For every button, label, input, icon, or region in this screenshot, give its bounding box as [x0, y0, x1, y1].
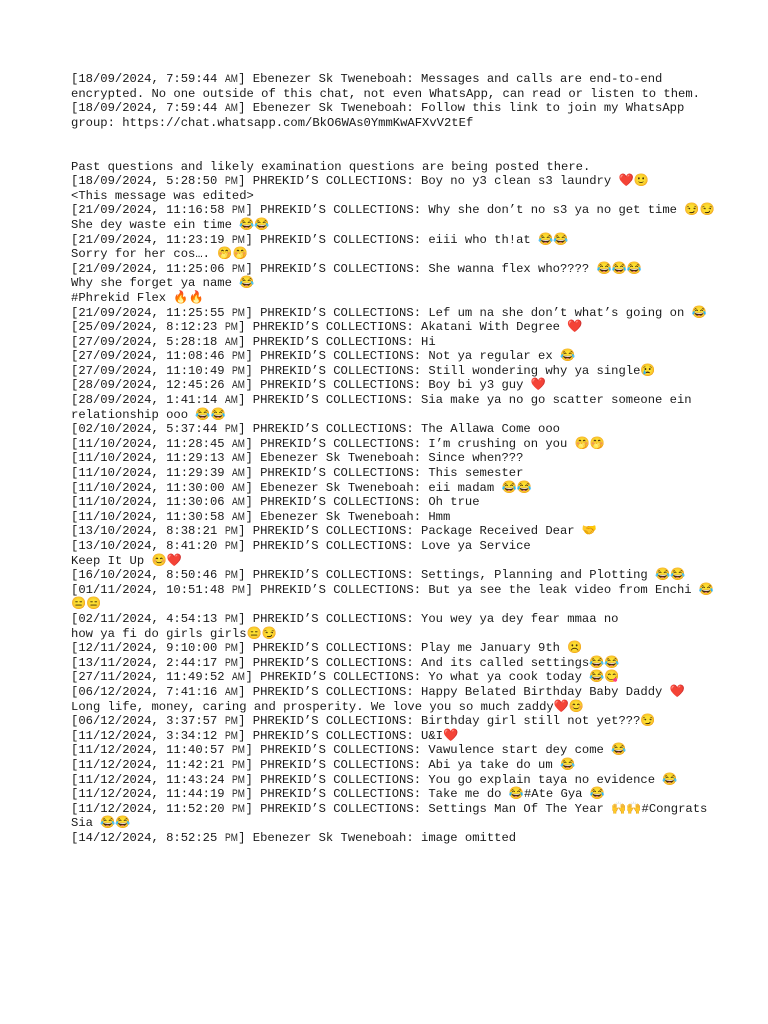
message-meridiem: PM — [231, 802, 245, 815]
message-text-line: You go explain taya no evidence 😂 — [428, 772, 678, 787]
message-meridiem: PM — [231, 583, 245, 596]
message-text-line: She dey waste ein time 😂😂 — [71, 217, 270, 232]
message-text-line: Happy Belated Birthday Baby Daddy ❤️ — [421, 684, 685, 699]
message-time: 11:52:20 — [166, 801, 225, 816]
message-timestamp: [21/09/2024, 11:16:58 PM] — [71, 203, 261, 218]
message-text-line: image omitted — [421, 830, 517, 845]
message-timestamp: [13/11/2024, 2:44:17 PM] — [71, 655, 253, 670]
message-time: 7:41:16 — [166, 684, 218, 699]
message-sender: PHREKID’S COLLECTIONS — [260, 772, 414, 787]
message-date: 16/10/2024 — [78, 568, 152, 583]
message-meridiem: PM — [231, 262, 245, 275]
chat-message: [11/10/2024, 11:29:13 AM] Ebenezer Sk Tweneboah: Since when??? — [71, 451, 524, 466]
message-text-line: But ya see the leak video from Enchi 😂😑😑 — [71, 582, 715, 612]
message-timestamp: [02/11/2024, 4:54:13 PM] — [71, 611, 253, 626]
message-time: 11:49:52 — [166, 670, 225, 685]
message-date: 11/10/2024 — [78, 495, 152, 510]
message-time: 9:10:00 — [166, 641, 218, 656]
message-time: 11:08:46 — [166, 349, 225, 364]
message-sender: Ebenezer Sk Tweneboah — [252, 72, 407, 86]
message-date: 11/12/2024 — [78, 772, 152, 787]
message-timestamp: [11/10/2024, 11:30:58 AM] — [71, 509, 261, 524]
message-timestamp: [01/11/2024, 10:51:48 PM] — [71, 582, 261, 597]
chat-message: [11/10/2024, 11:29:39 AM] PHREKID’S COLLECTIONS: This semester — [71, 466, 524, 481]
message-time: 8:38:21 — [166, 524, 218, 539]
message-timestamp: [14/12/2024, 8:52:25 PM] — [71, 830, 253, 845]
message-date: 25/09/2024 — [78, 320, 152, 335]
message-text-line: Boy bi y3 guy ❤️ — [428, 378, 546, 393]
message-text-line: Sorry for her cos…. 🤭🤭 — [71, 247, 248, 262]
message-time: 11:25:55 — [166, 305, 225, 320]
message-text-line: how ya fi do girls girls😑😏 — [71, 626, 277, 641]
message-date: 13/10/2024 — [78, 524, 152, 539]
message-date: 18/09/2024 — [78, 101, 152, 116]
chat-message: [28/09/2024, 12:45:26 AM] PHREKID’S COLLECTIONS: Boy bi y3 guy ❤️ — [71, 378, 546, 393]
message-meridiem: PM — [224, 175, 238, 188]
message-sender: PHREKID’S COLLECTIONS — [260, 801, 414, 816]
message-text-line: Messages and calls are end-to-end encrypted. No one outside of this chat, not even WhatsApp, can read or listen to them. — [71, 72, 700, 101]
message-date: 12/11/2024 — [78, 641, 152, 656]
message-timestamp: [06/12/2024, 7:41:16 AM] — [71, 684, 253, 699]
message-sender: PHREKID’S COLLECTIONS — [252, 684, 407, 699]
message-sender: PHREKID’S COLLECTIONS — [260, 261, 414, 276]
message-date: 27/11/2024 — [78, 670, 152, 685]
message-sender: PHREKID’S COLLECTIONS — [252, 728, 407, 743]
message-text-line: U&I❤️ — [421, 728, 459, 743]
message-sender: PHREKID’S COLLECTIONS — [260, 757, 414, 772]
message-sender: PHREKID’S COLLECTIONS — [260, 305, 414, 320]
message-time: 7:59:44 — [166, 72, 218, 86]
message-text-line: Vawulence start dey come 😂 — [428, 743, 627, 758]
message-date: 27/09/2024 — [78, 334, 152, 349]
message-time: 11:40:57 — [166, 743, 225, 758]
chat-message: [11/10/2024, 11:30:58 AM] Ebenezer Sk Tweneboah: Hmm — [71, 509, 451, 524]
message-timestamp: [06/12/2024, 3:37:57 PM] — [71, 714, 253, 729]
message-text-line: Keep It Up 😊❤️ — [71, 553, 182, 568]
message-meridiem: AM — [231, 481, 245, 494]
message-date: 11/10/2024 — [78, 480, 152, 495]
message-timestamp: [12/11/2024, 9:10:00 PM] — [71, 641, 253, 656]
message-timestamp: [18/09/2024, 5:28:50 PM] — [71, 174, 253, 189]
message-meridiem: PM — [224, 729, 238, 742]
message-text-line: And its called settings😂😂 — [421, 655, 620, 670]
chat-message: [27/11/2024, 11:49:52 AM] PHREKID’S COLLECTIONS: Yo what ya cook today 😂😋 — [71, 670, 620, 685]
chat-message: [02/11/2024, 4:54:13 PM] PHREKID’S COLLECTIONS: You wey ya dey fear mmaa no how ya fi do girls girls😑😏 — [71, 611, 619, 641]
chat-message: [06/12/2024, 3:37:57 PM] PHREKID’S COLLECTIONS: Birthday girl still not yet???😏 — [71, 714, 656, 729]
message-sender: Ebenezer Sk Tweneboah — [260, 509, 414, 524]
chat-message: [27/09/2024, 11:10:49 PM] PHREKID’S COLLECTIONS: Still wondering why ya single😢 — [71, 363, 656, 378]
chat-message: [02/10/2024, 5:37:44 PM] PHREKID’S COLLECTIONS: The Allawa Come ooo — [71, 422, 560, 437]
message-time: 8:41:20 — [166, 539, 218, 553]
message-timestamp: [21/09/2024, 11:25:06 PM] — [71, 261, 261, 276]
message-sender: PHREKID’S COLLECTIONS — [260, 582, 414, 597]
message-timestamp: [27/11/2024, 11:49:52 AM] — [71, 670, 261, 685]
message-text-line: eiii who th!at 😂😂 — [428, 232, 569, 247]
message-timestamp: [27/09/2024, 11:10:49 PM] — [71, 363, 261, 378]
chat-message: [28/09/2024, 1:41:14 AM] PHREKID’S COLLECTIONS: Sia make ya no go scatter someone ein relationship ooo 😂😂 — [71, 393, 699, 422]
message-time: 1:41:14 — [166, 393, 218, 408]
message-sender: PHREKID’S COLLECTIONS — [260, 466, 414, 481]
message-timestamp: [21/09/2024, 11:23:19 PM] — [71, 232, 261, 247]
message-text-line: Boy no y3 clean s3 laundry ❤️🙂 — [421, 174, 649, 189]
message-timestamp: [02/10/2024, 5:37:44 PM] — [71, 422, 253, 437]
message-text-line: Why she don’t no s3 ya no get time 😏😏 — [428, 203, 715, 218]
message-timestamp: [11/10/2024, 11:29:39 AM] — [71, 466, 261, 481]
message-sender: PHREKID’S COLLECTIONS — [252, 714, 407, 729]
chat-message: [18/09/2024, 7:59:44 AM] Ebenezer Sk Tweneboah: Follow this link to join my WhatsApp group: https://chat.whatsapp.com/BkO6WAs0YmmKwAFXvV2tEf Past questions and likely examination questions are being posted there. — [71, 101, 692, 174]
message-text-line: Birthday girl still not yet???😏 — [421, 714, 656, 729]
message-text-line: I’m crushing on you 🤭🤭 — [428, 436, 605, 451]
message-date: 18/09/2024 — [78, 174, 152, 189]
message-timestamp: [13/10/2024, 8:38:21 PM] — [71, 524, 253, 539]
message-date: 11/10/2024 — [78, 451, 152, 466]
message-timestamp: [11/12/2024, 11:42:21 PM] — [71, 757, 261, 772]
message-date: 11/10/2024 — [78, 509, 152, 524]
message-meridiem: AM — [224, 335, 238, 348]
message-timestamp: [18/09/2024, 7:59:44 AM] — [71, 72, 253, 86]
chat-message: [25/09/2024, 8:12:23 PM] PHREKID’S COLLECTIONS: Akatani With Degree ❤️ — [71, 320, 583, 335]
message-sender: PHREKID’S COLLECTIONS — [260, 203, 414, 218]
message-date: 11/12/2024 — [78, 787, 152, 802]
message-sender: PHREKID’S COLLECTIONS — [260, 378, 414, 393]
message-date: 13/10/2024 — [78, 539, 152, 553]
message-timestamp: [11/12/2024, 11:44:19 PM] — [71, 787, 261, 802]
message-timestamp: [16/10/2024, 8:50:46 PM] — [71, 568, 253, 583]
message-text-line: Sia make ya no go scatter someone ein relationship ooo 😂😂 — [71, 393, 699, 422]
message-text-line: Since when??? — [428, 451, 524, 466]
message-timestamp: [11/12/2024, 11:43:24 PM] — [71, 772, 261, 787]
message-time: 11:29:39 — [166, 466, 225, 481]
message-meridiem: PM — [224, 321, 238, 334]
message-time: 5:28:50 — [166, 174, 218, 189]
message-meridiem: AM — [224, 73, 238, 85]
message-timestamp: [11/12/2024, 11:52:20 PM] — [71, 801, 261, 816]
message-timestamp: [27/09/2024, 11:08:46 PM] — [71, 349, 261, 364]
message-text-line: Akatani With Degree ❤️ — [421, 320, 583, 335]
message-date: 11/12/2024 — [78, 728, 152, 743]
message-date: 21/09/2024 — [78, 305, 152, 320]
message-text-line: <This message was edited> — [71, 188, 254, 203]
message-sender: PHREKID’S COLLECTIONS — [252, 422, 407, 437]
message-date: 21/09/2024 — [78, 261, 152, 276]
chat-export-document — [71, 72, 721, 845]
message-date: 11/10/2024 — [78, 466, 152, 481]
chat-message: [11/10/2024, 11:30:06 AM] PHREKID’S COLLECTIONS: Oh true — [71, 495, 480, 510]
message-sender: PHREKID’S COLLECTIONS — [252, 334, 407, 349]
message-timestamp: [28/09/2024, 12:45:26 AM] — [71, 378, 261, 393]
message-meridiem: PM — [231, 788, 245, 801]
message-meridiem: PM — [224, 656, 238, 669]
chat-message: [21/09/2024, 11:23:19 PM] PHREKID’S COLLECTIONS: eiii who th!at 😂😂 Sorry for her cos…. 🤭🤭 — [71, 232, 569, 262]
message-time: 8:50:46 — [166, 568, 218, 583]
chat-message: [18/09/2024, 5:28:50 PM] PHREKID’S COLLECTIONS: Boy no y3 clean s3 laundry ❤️🙂 <This message was edited> — [71, 174, 649, 203]
message-sender: PHREKID’S COLLECTIONS — [260, 787, 414, 802]
message-meridiem: PM — [224, 642, 238, 655]
chat-message: [13/11/2024, 2:44:17 PM] PHREKID’S COLLECTIONS: And its called settings😂😂 — [71, 655, 620, 670]
message-meridiem: AM — [231, 379, 245, 392]
message-date: 21/09/2024 — [78, 232, 152, 247]
message-time: 4:54:13 — [166, 611, 218, 626]
message-time: 11:10:49 — [166, 363, 225, 378]
message-meridiem: AM — [231, 437, 245, 450]
message-date: 27/09/2024 — [78, 363, 152, 378]
message-timestamp: [21/09/2024, 11:25:55 PM] — [71, 305, 261, 320]
message-sender: PHREKID’S COLLECTIONS — [260, 495, 414, 510]
message-date: 02/11/2024 — [78, 611, 152, 626]
message-time: 2:44:17 — [166, 655, 218, 670]
message-time: 11:43:24 — [166, 772, 225, 787]
message-time: 11:44:19 — [166, 787, 225, 802]
message-time: 11:30:58 — [166, 509, 225, 524]
message-time: 12:45:26 — [166, 378, 225, 393]
message-meridiem: AM — [224, 685, 238, 698]
message-date: 28/09/2024 — [78, 378, 152, 393]
message-date: 13/11/2024 — [78, 655, 152, 670]
message-sender: PHREKID’S COLLECTIONS — [252, 320, 407, 335]
message-text-line: Settings Man Of The Year 🙌🙌#Congrats Sia 😂😂 — [71, 801, 715, 831]
chat-message: [11/12/2024, 11:52:20 PM] PHREKID’S COLLECTIONS: Settings Man Of The Year 🙌🙌#Congrats Sia 😂😂 — [71, 801, 715, 831]
message-text-line: Hi — [421, 334, 436, 349]
message-timestamp: [11/12/2024, 3:34:12 PM] — [71, 728, 253, 743]
message-text-line: Why she forget ya name 😂 — [71, 276, 255, 291]
message-time: 3:37:57 — [166, 714, 218, 729]
message-text-line: Yo what ya cook today 😂😋 — [428, 670, 620, 685]
message-time: 10:51:48 — [166, 582, 225, 597]
message-text-line: Play me January 9th ☹️ — [421, 641, 583, 656]
message-meridiem: PM — [224, 423, 238, 436]
message-time: 5:28:18 — [166, 334, 218, 349]
message-text-line: Still wondering why ya single😢 — [428, 363, 656, 378]
message-text-line: Oh true — [428, 495, 480, 510]
chat-message: [12/11/2024, 9:10:00 PM] PHREKID’S COLLECTIONS: Play me January 9th ☹️ — [71, 641, 583, 656]
message-time: 7:59:44 — [166, 101, 218, 116]
message-timestamp: [13/10/2024, 8:41:20 PM] — [71, 539, 253, 553]
message-text-line: #Phrekid Flex 🔥🔥 — [71, 290, 204, 305]
message-text-line: Package Received Dear 🤝 — [421, 524, 598, 539]
message-text-line: eii madam 😂😂 — [428, 480, 532, 495]
message-timestamp: [18/09/2024, 7:59:44 AM] — [71, 101, 253, 116]
message-date: 18/09/2024 — [78, 72, 152, 86]
chat-message: [21/09/2024, 11:25:06 PM] PHREKID’S COLLECTIONS: She wanna flex who???? 😂😂😂 Why she forget ya name 😂 #Phrekid Flex 🔥🔥 — [71, 261, 643, 305]
message-time: 11:29:13 — [166, 451, 225, 466]
message-timestamp: [11/10/2024, 11:30:06 AM] — [71, 495, 261, 510]
message-sender: PHREKID’S COLLECTIONS — [252, 539, 407, 553]
message-time: 11:28:45 — [166, 436, 225, 451]
message-date: 11/12/2024 — [78, 757, 152, 772]
message-sender: PHREKID’S COLLECTIONS — [252, 524, 407, 539]
message-meridiem: AM — [231, 510, 245, 523]
chat-message: [21/09/2024, 11:25:55 PM] PHREKID’S COLLECTIONS: Lef um na she don’t what’s going on 😂 — [71, 305, 707, 320]
chat-message: [11/12/2024, 11:40:57 PM] PHREKID’S COLLECTIONS: Vawulence start dey come 😂 — [71, 743, 627, 758]
message-date: 11/12/2024 — [78, 801, 152, 816]
message-meridiem: PM — [224, 612, 238, 625]
message-meridiem: AM — [224, 394, 238, 407]
chat-message: [11/10/2024, 11:30:00 AM] Ebenezer Sk Tweneboah: eii madam 😂😂 — [71, 480, 532, 495]
message-time: 8:12:23 — [166, 320, 218, 335]
message-meridiem: PM — [231, 204, 245, 217]
chat-message: [01/11/2024, 10:51:48 PM] PHREKID’S COLLECTIONS: But ya see the leak video from Enchi 😂😑😑 — [71, 582, 715, 612]
message-timestamp: [25/09/2024, 8:12:23 PM] — [71, 320, 253, 335]
message-time: 11:25:06 — [166, 261, 225, 276]
message-text-line: Lef um na she don’t what’s going on 😂 — [428, 305, 707, 320]
message-date: 14/12/2024 — [78, 830, 152, 845]
message-sender: PHREKID’S COLLECTIONS — [260, 670, 414, 685]
message-timestamp: [11/10/2024, 11:30:00 AM] — [71, 480, 261, 495]
message-timestamp: [11/10/2024, 11:28:45 AM] — [71, 436, 261, 451]
message-meridiem: PM — [231, 758, 245, 771]
message-text-line: She wanna flex who???? 😂😂😂 — [428, 261, 643, 276]
chat-message: [11/10/2024, 11:28:45 AM] PHREKID’S COLLECTIONS: I’m crushing on you 🤭🤭 — [71, 436, 605, 451]
message-text-line: Follow this link to join my WhatsApp group: https://chat.whatsapp.com/BkO6WAs0YmmKwAFXvV2tEf — [71, 101, 692, 130]
message-text-line: Abi ya take do um 😂 — [428, 757, 576, 772]
message-meridiem: AM — [231, 452, 245, 465]
chat-message: [27/09/2024, 5:28:18 AM] PHREKID’S COLLECTIONS: Hi — [71, 334, 436, 349]
message-timestamp: [11/10/2024, 11:29:13 AM] — [71, 451, 261, 466]
message-sender: PHREKID’S COLLECTIONS — [252, 393, 407, 408]
chat-message: [11/12/2024, 3:34:12 PM] PHREKID’S COLLECTIONS: U&I❤️ — [71, 728, 459, 743]
message-date: 27/09/2024 — [78, 349, 152, 364]
chat-message: [14/12/2024, 8:52:25 PM] Ebenezer Sk Tweneboah: image omitted — [71, 830, 517, 845]
message-timestamp: [11/12/2024, 11:40:57 PM] — [71, 743, 261, 758]
message-text-line: Long life, money, caring and prosperity. We love you so much zaddy❤️😊 — [71, 699, 585, 714]
message-sender: PHREKID’S COLLECTIONS — [260, 349, 414, 364]
message-date: 06/12/2024 — [78, 684, 152, 699]
message-text-line: Hmm — [428, 509, 451, 524]
message-sender: Ebenezer Sk Tweneboah — [260, 480, 414, 495]
message-time: 11:30:00 — [166, 480, 225, 495]
chat-message: [13/10/2024, 8:38:21 PM] PHREKID’S COLLECTIONS: Package Received Dear 🤝 — [71, 524, 598, 539]
message-time: 11:30:06 — [166, 495, 225, 510]
message-date: 11/10/2024 — [78, 436, 152, 451]
message-timestamp: [27/09/2024, 5:28:18 AM] — [71, 334, 253, 349]
chat-message: [11/12/2024, 11:44:19 PM] PHREKID’S COLLECTIONS: Take me do 😂#Ate Gya 😂 — [71, 787, 605, 802]
message-meridiem: PM — [224, 715, 238, 728]
message-date: 02/10/2024 — [78, 422, 152, 437]
message-sender: Ebenezer Sk Tweneboah — [252, 101, 407, 116]
message-time: 5:37:44 — [166, 422, 218, 437]
message-meridiem: PM — [231, 744, 245, 757]
message-text-line: Love ya Service — [421, 539, 531, 553]
chat-message: [11/12/2024, 11:42:21 PM] PHREKID’S COLLECTIONS: Abi ya take do um 😂 — [71, 757, 576, 772]
chat-message: [13/10/2024, 8:41:20 PM] PHREKID’S COLLECTIONS: Love ya Service Keep It Up 😊❤️ — [71, 539, 531, 568]
message-sender: Ebenezer Sk Tweneboah — [252, 830, 407, 845]
message-sender: PHREKID’S COLLECTIONS — [260, 363, 414, 378]
message-timestamp: [28/09/2024, 1:41:14 AM] — [71, 393, 253, 408]
message-sender: PHREKID’S COLLECTIONS — [260, 232, 414, 247]
message-meridiem: AM — [231, 467, 245, 480]
message-meridiem: PM — [231, 364, 245, 377]
message-meridiem: AM — [224, 102, 238, 115]
message-date: 28/09/2024 — [78, 393, 152, 408]
message-time: 11:23:19 — [166, 232, 225, 247]
chat-message: [16/10/2024, 8:50:46 PM] PHREKID’S COLLECTIONS: Settings, Planning and Plotting 😂😂 — [71, 568, 686, 583]
message-date: 06/12/2024 — [78, 714, 152, 729]
message-text-line: Past questions and likely examination questions are being posted there. — [71, 159, 591, 174]
message-meridiem: PM — [231, 773, 245, 786]
message-sender: PHREKID’S COLLECTIONS — [252, 568, 407, 583]
message-time: 11:16:58 — [166, 203, 225, 218]
message-date: 01/11/2024 — [78, 582, 152, 597]
message-sender: PHREKID’S COLLECTIONS — [252, 655, 407, 670]
message-text-line: Take me do 😂#Ate Gya 😂 — [428, 787, 605, 802]
message-meridiem: AM — [231, 496, 245, 509]
message-sender: PHREKID’S COLLECTIONS — [260, 743, 414, 758]
message-text-line: Settings, Planning and Plotting 😂😂 — [421, 568, 686, 583]
message-sender: PHREKID’S COLLECTIONS — [252, 174, 407, 189]
message-time: 3:34:12 — [166, 728, 218, 743]
message-sender: PHREKID’S COLLECTIONS — [260, 436, 414, 451]
message-meridiem: PM — [224, 525, 238, 538]
message-meridiem: PM — [231, 233, 245, 246]
message-date: 21/09/2024 — [78, 203, 152, 218]
message-text-line: This semester — [428, 466, 524, 481]
message-meridiem: PM — [231, 306, 245, 319]
message-meridiem: PM — [224, 569, 238, 582]
message-text-line: The Allawa Come ooo — [421, 422, 560, 437]
message-meridiem: PM — [224, 540, 238, 552]
message-sender: PHREKID’S COLLECTIONS — [252, 611, 407, 626]
message-meridiem: PM — [231, 350, 245, 363]
chat-message: [06/12/2024, 7:41:16 AM] PHREKID’S COLLECTIONS: Happy Belated Birthday Baby Daddy ❤️ Long life, money, caring and prosperity. We love you so much zaddy❤️😊 — [71, 684, 685, 714]
message-time: 8:52:25 — [166, 830, 218, 845]
message-text-line: Not ya regular ex 😂 — [428, 349, 576, 364]
message-time: 11:42:21 — [166, 757, 225, 772]
message-date: 11/12/2024 — [78, 743, 152, 758]
chat-message: [21/09/2024, 11:16:58 PM] PHREKID’S COLLECTIONS: Why she don’t no s3 ya no get time 😏😏 She dey waste ein time 😂😂 — [71, 203, 715, 232]
message-sender: PHREKID’S COLLECTIONS — [252, 641, 407, 656]
message-meridiem: PM — [224, 831, 238, 844]
message-sender: Ebenezer Sk Tweneboah — [260, 451, 414, 466]
message-meridiem: AM — [231, 671, 245, 684]
chat-message: [18/09/2024, 7:59:44 AM] Ebenezer Sk Tweneboah: Messages and calls are end-to-end encrypted. No one outside of this chat, not even WhatsApp, can read or listen to them. — [71, 72, 700, 101]
message-text-line: You wey ya dey fear mmaa no — [421, 611, 619, 626]
chat-message: [27/09/2024, 11:08:46 PM] PHREKID’S COLLECTIONS: Not ya regular ex 😂 — [71, 349, 576, 364]
chat-message: [11/12/2024, 11:43:24 PM] PHREKID’S COLLECTIONS: You go explain taya no evidence 😂 — [71, 772, 678, 787]
